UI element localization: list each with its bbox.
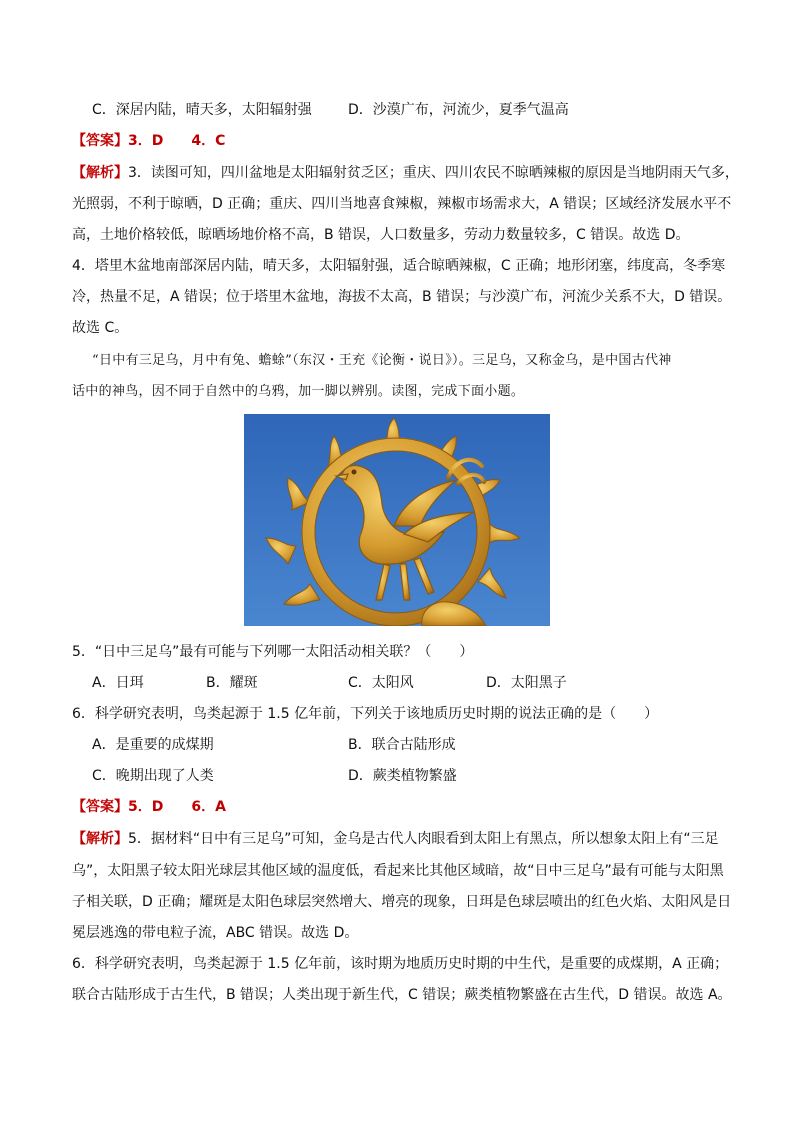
q4-option-d: D．沙漠广布，河流少，夏季气温高: [348, 102, 569, 118]
answer-text: 5．D 6．A: [128, 799, 226, 815]
analysis-label: 【解析】: [72, 165, 128, 181]
q5-option-c: C．太阳风: [348, 675, 414, 691]
analysis-3-line1: 【解析】3．读图可知，四川盆地是太阳辐射贫乏区；重庆、四川农民不晾晒辣椒的原因是当地阴雨天气多，: [72, 165, 739, 181]
analysis-4-line1: 4．塔里木盆地南部深居内陆，晴天多，太阳辐射强，适合晾晒辣椒，C 正确；地形闭塞，纬度高，冬季寒: [72, 258, 726, 274]
answer-text: 3．D 4．C: [128, 133, 226, 149]
analysis-label: 【解析】: [72, 831, 128, 847]
q6-option-c: C．晚期出现了人类: [92, 768, 214, 784]
analysis-5-line3: 子相关联，D 正确；耀斑是太阳色球层突然增大、增亮的现象，日珥是色球层喷出的红色火焰、太阳风是日: [72, 894, 732, 910]
question-5-stem: 5．“日中三足乌”最有可能与下列哪一太阳活动相关联？（ ）: [72, 644, 474, 660]
analysis-3-line3: 高，土地价格较低，晾晒场地价格不高，B 错误，人口数量多，劳动力数量较多，C 错误。故选 D。: [72, 227, 690, 243]
q5-option-a: A．日珥: [92, 675, 144, 691]
question-6-stem: 6．科学研究表明，鸟类起源于 1.5 亿年前，下列关于该地质历史时期的说法正确的是（ ）: [72, 706, 659, 722]
q6-option-b: B．联合古陆形成: [348, 737, 456, 753]
material-line1: “日中有三足乌，月中有兔、蟾蜍”（东汉・王充《论衡・说日》）。三足乌，又称金乌，是中国古代神: [92, 353, 672, 368]
analysis-5-line4: 冕层逃逸的带电粒子流，ABC 错误。故选 D。: [72, 925, 359, 941]
q6-option-a: A．是重要的成煤期: [92, 737, 214, 753]
answer-5-6: [72, 797, 226, 817]
q4-option-c: C．深居内陆，晴天多，太阳辐射强: [92, 102, 312, 118]
q5-option-d: D．太阳黑子: [486, 675, 567, 691]
q5-option-b: B．耀斑: [206, 675, 258, 691]
analysis-3-line2: 光照弱，不利于晾晒，D 正确；重庆、四川当地喜食辣椒，辣椒市场需求大，A 错误；区域经济发展水平不: [72, 196, 732, 212]
answer-3-4: [72, 131, 225, 151]
analysis-4-line2: 冷，热量不足，A 错误；位于塔里木盆地，海拔不太高，B 错误；与沙漠广布，河流少关系不大，D 错误。: [72, 289, 732, 305]
analysis-5-line2: 乌”，太阳黑子较太阳光球层其他区域的温度低，看起来比其他区域暗，故“日中三足乌”最有可能与太阳黑: [72, 863, 724, 879]
analysis-4-line3: 故选 C。: [72, 320, 129, 336]
answer-label: 【答案】: [72, 799, 128, 815]
material-line2: 话中的神鸟，因不同于自然中的乌鸦，加一脚以辨别。读图，完成下面小题。: [72, 384, 525, 399]
analysis-6-line2: 联合古陆形成于古生代，B 错误；人类出现于新生代，C 错误；蕨类植物繁盛在古生代，D 错误。故选 A。: [72, 987, 732, 1003]
sun-bird-image: [244, 414, 550, 626]
answer-label: 【答案】: [72, 133, 128, 149]
q6-option-d: D．蕨类植物繁盛: [348, 768, 457, 784]
analysis-5-line1: 【解析】5．据材料“日中有三足乌”可知，金乌是古代人肉眼看到太阳上有黑点，所以想象太阳上有“三足: [72, 831, 719, 847]
analysis-6-line1: 6．科学研究表明，鸟类起源于 1.5 亿年前，该时期为地质历史时期的中生代，是重要的成煤期，A 正确；: [72, 956, 729, 972]
